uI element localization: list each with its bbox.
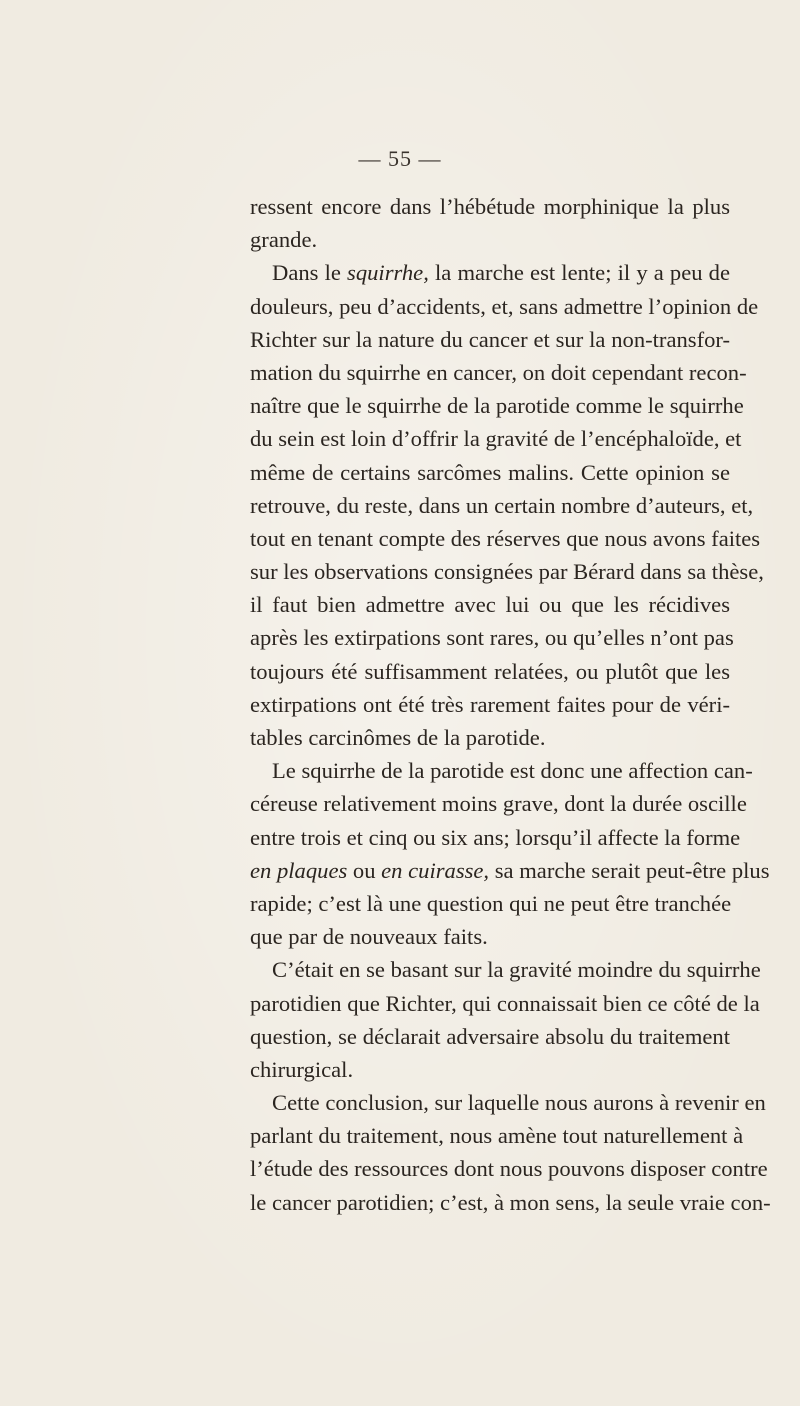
text-line: sur les observations consignées par Bérard dans sa thèse, — [250, 559, 764, 585]
text-line: tables carcinômes de la parotide. — [250, 725, 546, 750]
text-line: du sein est loin d’offrir la gravité de l’encéphaloïde, et — [250, 426, 742, 452]
text-line: parotidien que Richter, qui connaissait bien ce côté de la — [250, 990, 760, 1016]
text-line: grande. — [250, 227, 318, 253]
text-line: question, se déclarait adversaire absolu du traitement — [250, 1023, 730, 1049]
text-line: mation du squirrhe en cancer, on doit cependant recon- — [250, 359, 747, 385]
text-line: Richter sur la nature du cancer et sur la non-transfor- — [250, 326, 730, 352]
text-line: naître que le squirrhe de la parotide comme le squirrhe — [250, 393, 744, 419]
body-text — [250, 190, 771, 1219]
text-line: céreuse relativement moins grave, dont la durée oscille — [250, 791, 747, 817]
text-line: retrouve, du reste, dans un certain nombre d’auteurs, et, — [250, 492, 754, 518]
text-line: douleurs, peu d’accidents, et, sans admettre l’opinion de — [250, 293, 759, 319]
text-line: chirurgical. — [250, 1056, 354, 1082]
text-line: entre trois et cinq ou six ans; lorsqu’il affecte la forme — [250, 824, 741, 850]
text-line: il faut bien admettre avec lui ou que les récidives — [250, 592, 730, 618]
text-line: parlant du traitement, nous amène tout naturellement à — [250, 1123, 744, 1149]
text-line: ressent encore dans l’hébétude morphinique la plus — [250, 194, 730, 219]
page-number: — 55 — — [358, 146, 442, 171]
text-line: Le squirrhe de la parotide est donc une affection can- — [272, 758, 753, 784]
text-line: même de certains sarcômes malins. Cette opinion se — [250, 459, 730, 485]
text-line: en plaques ou en cuirasse, sa marche serait peut-être plus — [250, 857, 770, 883]
text-line: Cette conclusion, sur laquelle nous aurons à revenir en — [272, 1090, 766, 1116]
text-line: Dans le squirrhe, la marche est lente; il y a peu de — [272, 260, 731, 286]
text-line: rapide; c’est là une question qui ne peut être tranchée — [250, 890, 732, 916]
text-line: tout en tenant compte des réserves que nous avons faites — [250, 525, 761, 551]
text-line: que par de nouveaux faits. — [250, 924, 488, 950]
text-line: extirpations ont été très rarement faites pour de véri- — [250, 691, 730, 717]
text-line: après les extirpations sont rares, ou qu’elles n’ont pas — [250, 625, 734, 651]
text-line: toujours été suffisamment relatées, ou plutôt que les — [250, 658, 730, 684]
text-line: C’était en se basant sur la gravité moindre du squirrhe — [272, 957, 761, 983]
text-line: l’étude des ressources dont nous pouvons disposer contre — [250, 1156, 768, 1182]
text-line: le cancer parotidien; c’est, à mon sens, la seule vraie con- — [250, 1189, 771, 1215]
